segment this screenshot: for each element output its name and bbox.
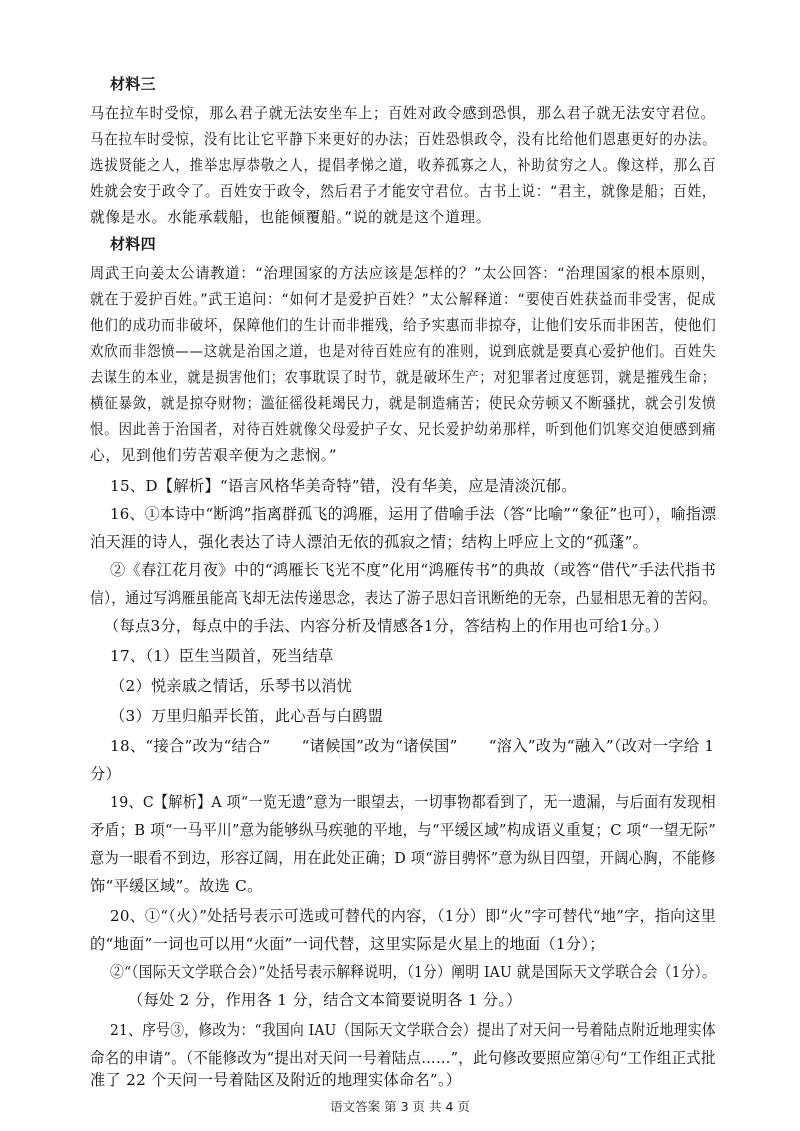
answer-line: 的“地面”一词也可以用“火面”一词代替，这里实际是火星上的地面（1分）； — [90, 935, 605, 953]
answer-line: 21、序号③，修改为：“我国向 IAU（国际天文学联合会）提出了对天问一号着陆点附近地理实体 — [110, 1021, 716, 1039]
answer-line: ②“（国际天文学联合会）”处括号表示解释说明，（1分）阐明 IAU 就是国际天文学联合会（1分）。 — [110, 963, 717, 981]
answer-line: 饰“平缓区域”。故选 C。 — [90, 877, 263, 895]
material4-line: 欢欣而非怨愤——这就是治国之道，也是对待百姓应有的准则，说到底就是要真心爱护他们。百姓失 — [90, 343, 717, 360]
answer-line: 15、D【解析】“语言风格华美奇特”错，没有华美，应是清淡沉郁。 — [110, 477, 577, 495]
answer-line: （3）万里归船弄长笛，此心吾与白鸥盟 — [110, 707, 384, 725]
answer-line: 20、①“（火）”处括号表示可选或可替代的内容，（1分）即“火”字可替代“地”字，指向这里 — [110, 907, 717, 925]
answer-line: 19、C【解析】A 项“一览无遗”意为一眼望去，一切事物都看到了，无一遗漏，与后面有发现相 — [110, 793, 716, 811]
material4-line: 横征暴敛，就是掠夺财物；滥征徭役耗竭民力，就是制造痛苦；使民众劳顿又不断骚扰，就会引发愤 — [90, 395, 717, 412]
material3-line: 马在拉车时受惊，那么君子就无法安坐车上；百姓对政令感到恐惧，那么君子就无法安守君位。 — [90, 105, 716, 122]
answer-line: （2）悦亲戚之情话，乐琴书以消忧 — [110, 677, 353, 695]
material3-line: 选拔贤能之人，推举忠厚恭敬之人，提倡孝悌之道，收养孤寡之人，补助贫穷之人。像这样，那么百 — [90, 157, 717, 174]
answer-line: 分） — [90, 765, 121, 783]
answer-line: 矛盾；B 项“一马平川”意为能够纵马疾驰的平地，与“平缓区域”构成语义重复；C 项“一望无际” — [90, 821, 717, 839]
answer-line: 18、“接合”改为“结合” “诸候国”改为“诸侯国” “溶入”改为“融入”（改对一字给 1 — [110, 737, 715, 755]
material4-line: 他们的成功而非破坏，保障他们的生计而非摧残，给予实惠而非掠夺，让他们安乐而非困苦，使他们 — [90, 317, 717, 334]
material4-line: 去谋生的本业，就是损害他们；农事耽误了时节，就是破坏生产；对犯罪者过度惩罚，就是摧残生命； — [90, 369, 716, 386]
answer-line: 泊天涯的诗人，强化表达了诗人漂泊无依的孤寂之情；结构上呼应上文的“孤蓬”。 — [90, 533, 649, 551]
material3-line: 就像是水。水能承载船，也能倾覆船。”说的就是这个道理。 — [90, 209, 492, 226]
answer-line: ②《春江花月夜》中的“鸿雁长飞光不度”化用“鸿雁传书”的典故（或答“借代”手法代指书 — [110, 561, 716, 579]
answer-line: （每处 2 分，作用各 1 分，结合文本简要说明各 1 分。） — [128, 991, 522, 1009]
answer-line: 意为一眼看不到边，形容辽阔，用在此处正确；D 项“游目骋怀”意为纵目四望，开阔心胸，不能修 — [90, 849, 716, 867]
material3-line: 马在拉车时受惊，没有比让它平静下来更好的办法；百姓恐惧政令，没有比给他们恩惠更好的办法。 — [90, 131, 717, 148]
answer-line: （每点3分，每点中的手法、内容分析及情感各1分，答结构上的作用也可给1分。） — [104, 617, 669, 635]
answer-line: 命名的申请”。（不能修改为“提出对天问一号着陆点……”，此句修改要照应第④句“工作组正式批 — [90, 1049, 716, 1067]
material4-line: 就在于爱护百姓。”武王追问：“如何才是爱护百姓？”太公解释道：“要使百姓获益而非受害，促成 — [90, 291, 717, 308]
answer-line: 17、（1）臣生当陨首，死当结草 — [110, 647, 334, 665]
material4-line: 恨。因此善于治国者，对待百姓就像父母爱护子女、兄长爱护幼弟那样，听到他们饥寒交迫便感到痛 — [90, 421, 717, 438]
material4-line: 周武王向姜太公请教道：“治理国家的方法应该是怎样的？”太公回答：“治理国家的根本原则， — [90, 265, 716, 282]
material3-heading: 材料三 — [110, 75, 156, 93]
answer-line: 信），通过写鸿雁虽能高飞却无法传递思念，表达了游子思妇音讯断绝的无奈，凸显相思无着的苦闷。 — [90, 589, 717, 607]
page-footer: 语文答案 第 3 页 共 4 页 — [330, 1099, 470, 1114]
answer-line: 16、①本诗中“断鸿”指离群孤飞的鸿雁，运用了借喻手法（答“比喻”“象征”也可），喻指漂 — [110, 505, 717, 523]
material3-line: 姓就会安于政令了。百姓安于政令，然后君子才能安守君位。古书上说：“君主，就像是船；百姓， — [90, 183, 717, 200]
answer-line: 准了 22 个天问一号着陆区及附近的地理实体命名”。） — [90, 1071, 462, 1089]
material4-line: 心，见到他们劳苦艰辛便为之悲悯。” — [90, 447, 338, 464]
material4-heading: 材料四 — [110, 235, 156, 253]
